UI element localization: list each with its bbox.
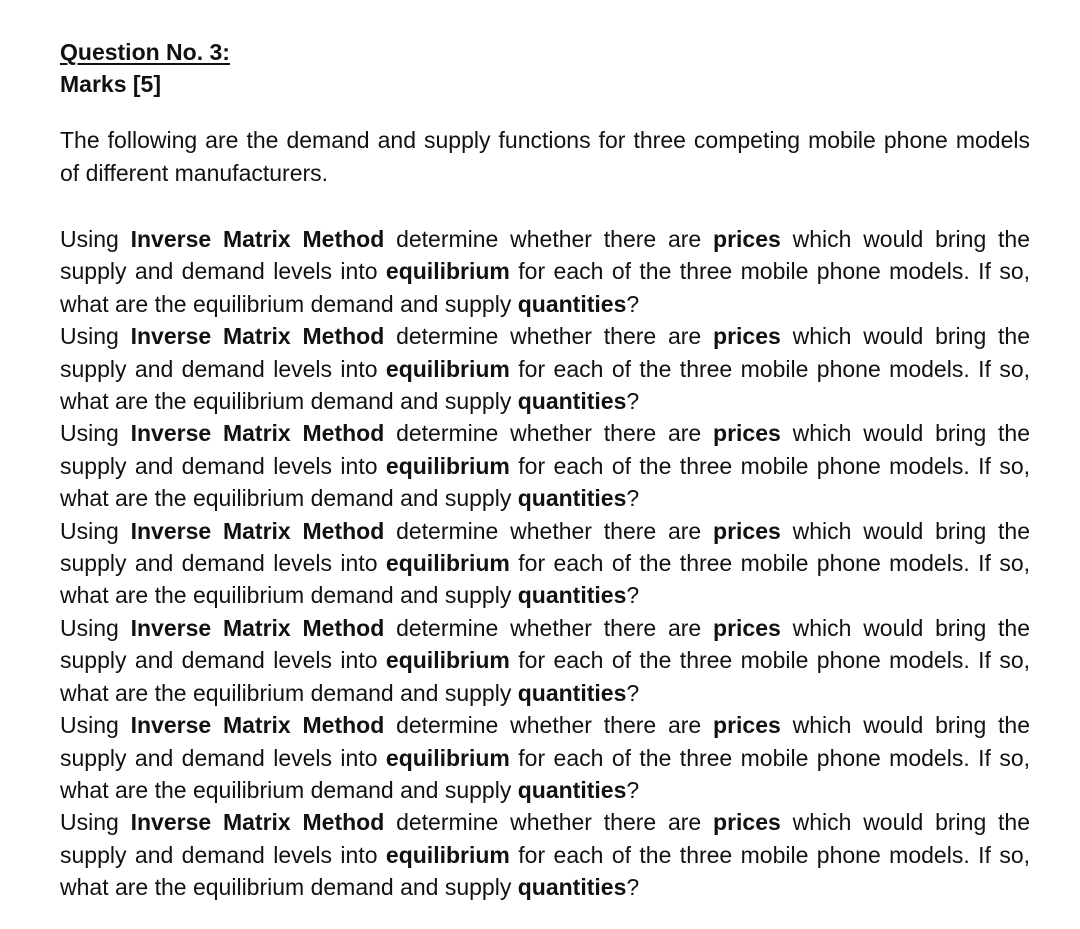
- item-text: Using: [60, 226, 131, 252]
- item-emphasis-prices: prices: [713, 614, 781, 641]
- item-emphasis-equilibrium: equilibrium: [385, 452, 510, 479]
- question-item: [60, 612, 1030, 709]
- item-text: ?: [626, 874, 640, 901]
- item-text: ?: [626, 582, 640, 609]
- item-emphasis-method: Inverse Matrix Method: [130, 517, 385, 544]
- item-text: Using: [60, 614, 131, 641]
- item-text: determine whether there are: [384, 420, 714, 447]
- item-text: for each of the three mobile phone models. If so, what are the equilibrium demand and supply: [60, 841, 1030, 901]
- item-emphasis-quantities: quantities: [517, 290, 627, 317]
- item-text: determine whether there are: [384, 226, 714, 252]
- question-item: [60, 806, 1030, 903]
- item-emphasis-method: Inverse Matrix Method: [130, 809, 385, 836]
- question-item: [60, 709, 1030, 806]
- item-text: determine whether there are: [384, 809, 714, 836]
- item-text: which would bring the supply and demand levels into: [60, 712, 1031, 771]
- item-text: which would bring the supply and demand levels into: [60, 809, 1031, 868]
- item-emphasis-prices: prices: [713, 420, 781, 447]
- question-item: [60, 223, 1030, 320]
- item-emphasis-prices: prices: [713, 809, 781, 836]
- item-emphasis-equilibrium: equilibrium: [385, 258, 510, 285]
- item-text: Using: [60, 323, 131, 350]
- item-emphasis-method: Inverse Matrix Method: [130, 420, 385, 447]
- item-text: which would bring the supply and demand levels into: [60, 323, 1031, 382]
- item-text: ?: [626, 485, 640, 512]
- question-items: [60, 223, 1030, 904]
- item-text: which would bring the supply and demand levels into: [60, 614, 1031, 674]
- item-text: for each of the three mobile phone models. If so, what are the equilibrium demand and supply: [60, 550, 1030, 609]
- item-emphasis-quantities: quantities: [517, 485, 627, 512]
- question-item: [60, 417, 1030, 514]
- item-text: ?: [626, 776, 640, 803]
- item-emphasis-method: Inverse Matrix Method: [130, 614, 385, 641]
- item-emphasis-method: Inverse Matrix Method: [130, 323, 385, 350]
- item-text: Using: [60, 420, 131, 447]
- question-title: Question No. 3:: [60, 39, 230, 65]
- item-text: which would bring the supply and demand levels into: [60, 226, 1031, 285]
- item-emphasis-quantities: quantities: [517, 679, 627, 706]
- question-item: [60, 320, 1030, 417]
- intro-paragraph: The following are the demand and supply functions for three competing mobile phone models of different manufacturers.: [60, 127, 1030, 186]
- item-text: for each of the three mobile phone models. If so, what are the equilibrium demand and supply: [60, 355, 1030, 415]
- marks-label: Marks [5]: [60, 71, 161, 97]
- question-item: [60, 515, 1030, 612]
- item-emphasis-equilibrium: equilibrium: [385, 744, 510, 771]
- item-emphasis-method: Inverse Matrix Method: [130, 712, 385, 739]
- item-emphasis-equilibrium: equilibrium: [385, 550, 510, 577]
- item-emphasis-equilibrium: equilibrium: [385, 647, 510, 674]
- item-text: Using: [60, 809, 131, 836]
- item-text: Using: [60, 712, 131, 739]
- item-text: for each of the three mobile phone models. If so, what are the equilibrium demand and supply: [60, 744, 1030, 803]
- item-emphasis-equilibrium: equilibrium: [385, 841, 510, 868]
- item-text: Using: [60, 517, 131, 544]
- item-emphasis-quantities: quantities: [517, 582, 627, 609]
- item-text: determine whether there are: [384, 614, 714, 641]
- item-text: determine whether there are: [384, 323, 714, 350]
- item-emphasis-quantities: quantities: [517, 776, 627, 803]
- item-text: determine whether there are: [384, 517, 714, 544]
- item-emphasis-prices: prices: [713, 226, 781, 252]
- item-text: for each of the three mobile phone models. If so, what are the equilibrium demand and supply: [60, 258, 1030, 317]
- item-emphasis-method: Inverse Matrix Method: [130, 226, 385, 252]
- item-emphasis-quantities: quantities: [517, 874, 627, 901]
- item-text: for each of the three mobile phone models. If so, what are the equilibrium demand and supply: [60, 452, 1030, 512]
- item-emphasis-prices: prices: [713, 323, 781, 350]
- item-text: ?: [626, 388, 640, 415]
- item-emphasis-prices: prices: [713, 517, 781, 544]
- item-emphasis-prices: prices: [713, 712, 781, 739]
- item-text: for each of the three mobile phone models. If so, what are the equilibrium demand and supply: [60, 647, 1030, 706]
- item-text: determine whether there are: [384, 712, 714, 739]
- item-text: which would bring the supply and demand levels into: [60, 420, 1031, 479]
- item-text: ?: [626, 679, 640, 706]
- item-text: which would bring the supply and demand levels into: [60, 517, 1031, 577]
- document-page: [60, 36, 1030, 904]
- item-emphasis-equilibrium: equilibrium: [385, 355, 510, 382]
- item-text: ?: [626, 290, 640, 317]
- item-emphasis-quantities: quantities: [517, 388, 627, 415]
